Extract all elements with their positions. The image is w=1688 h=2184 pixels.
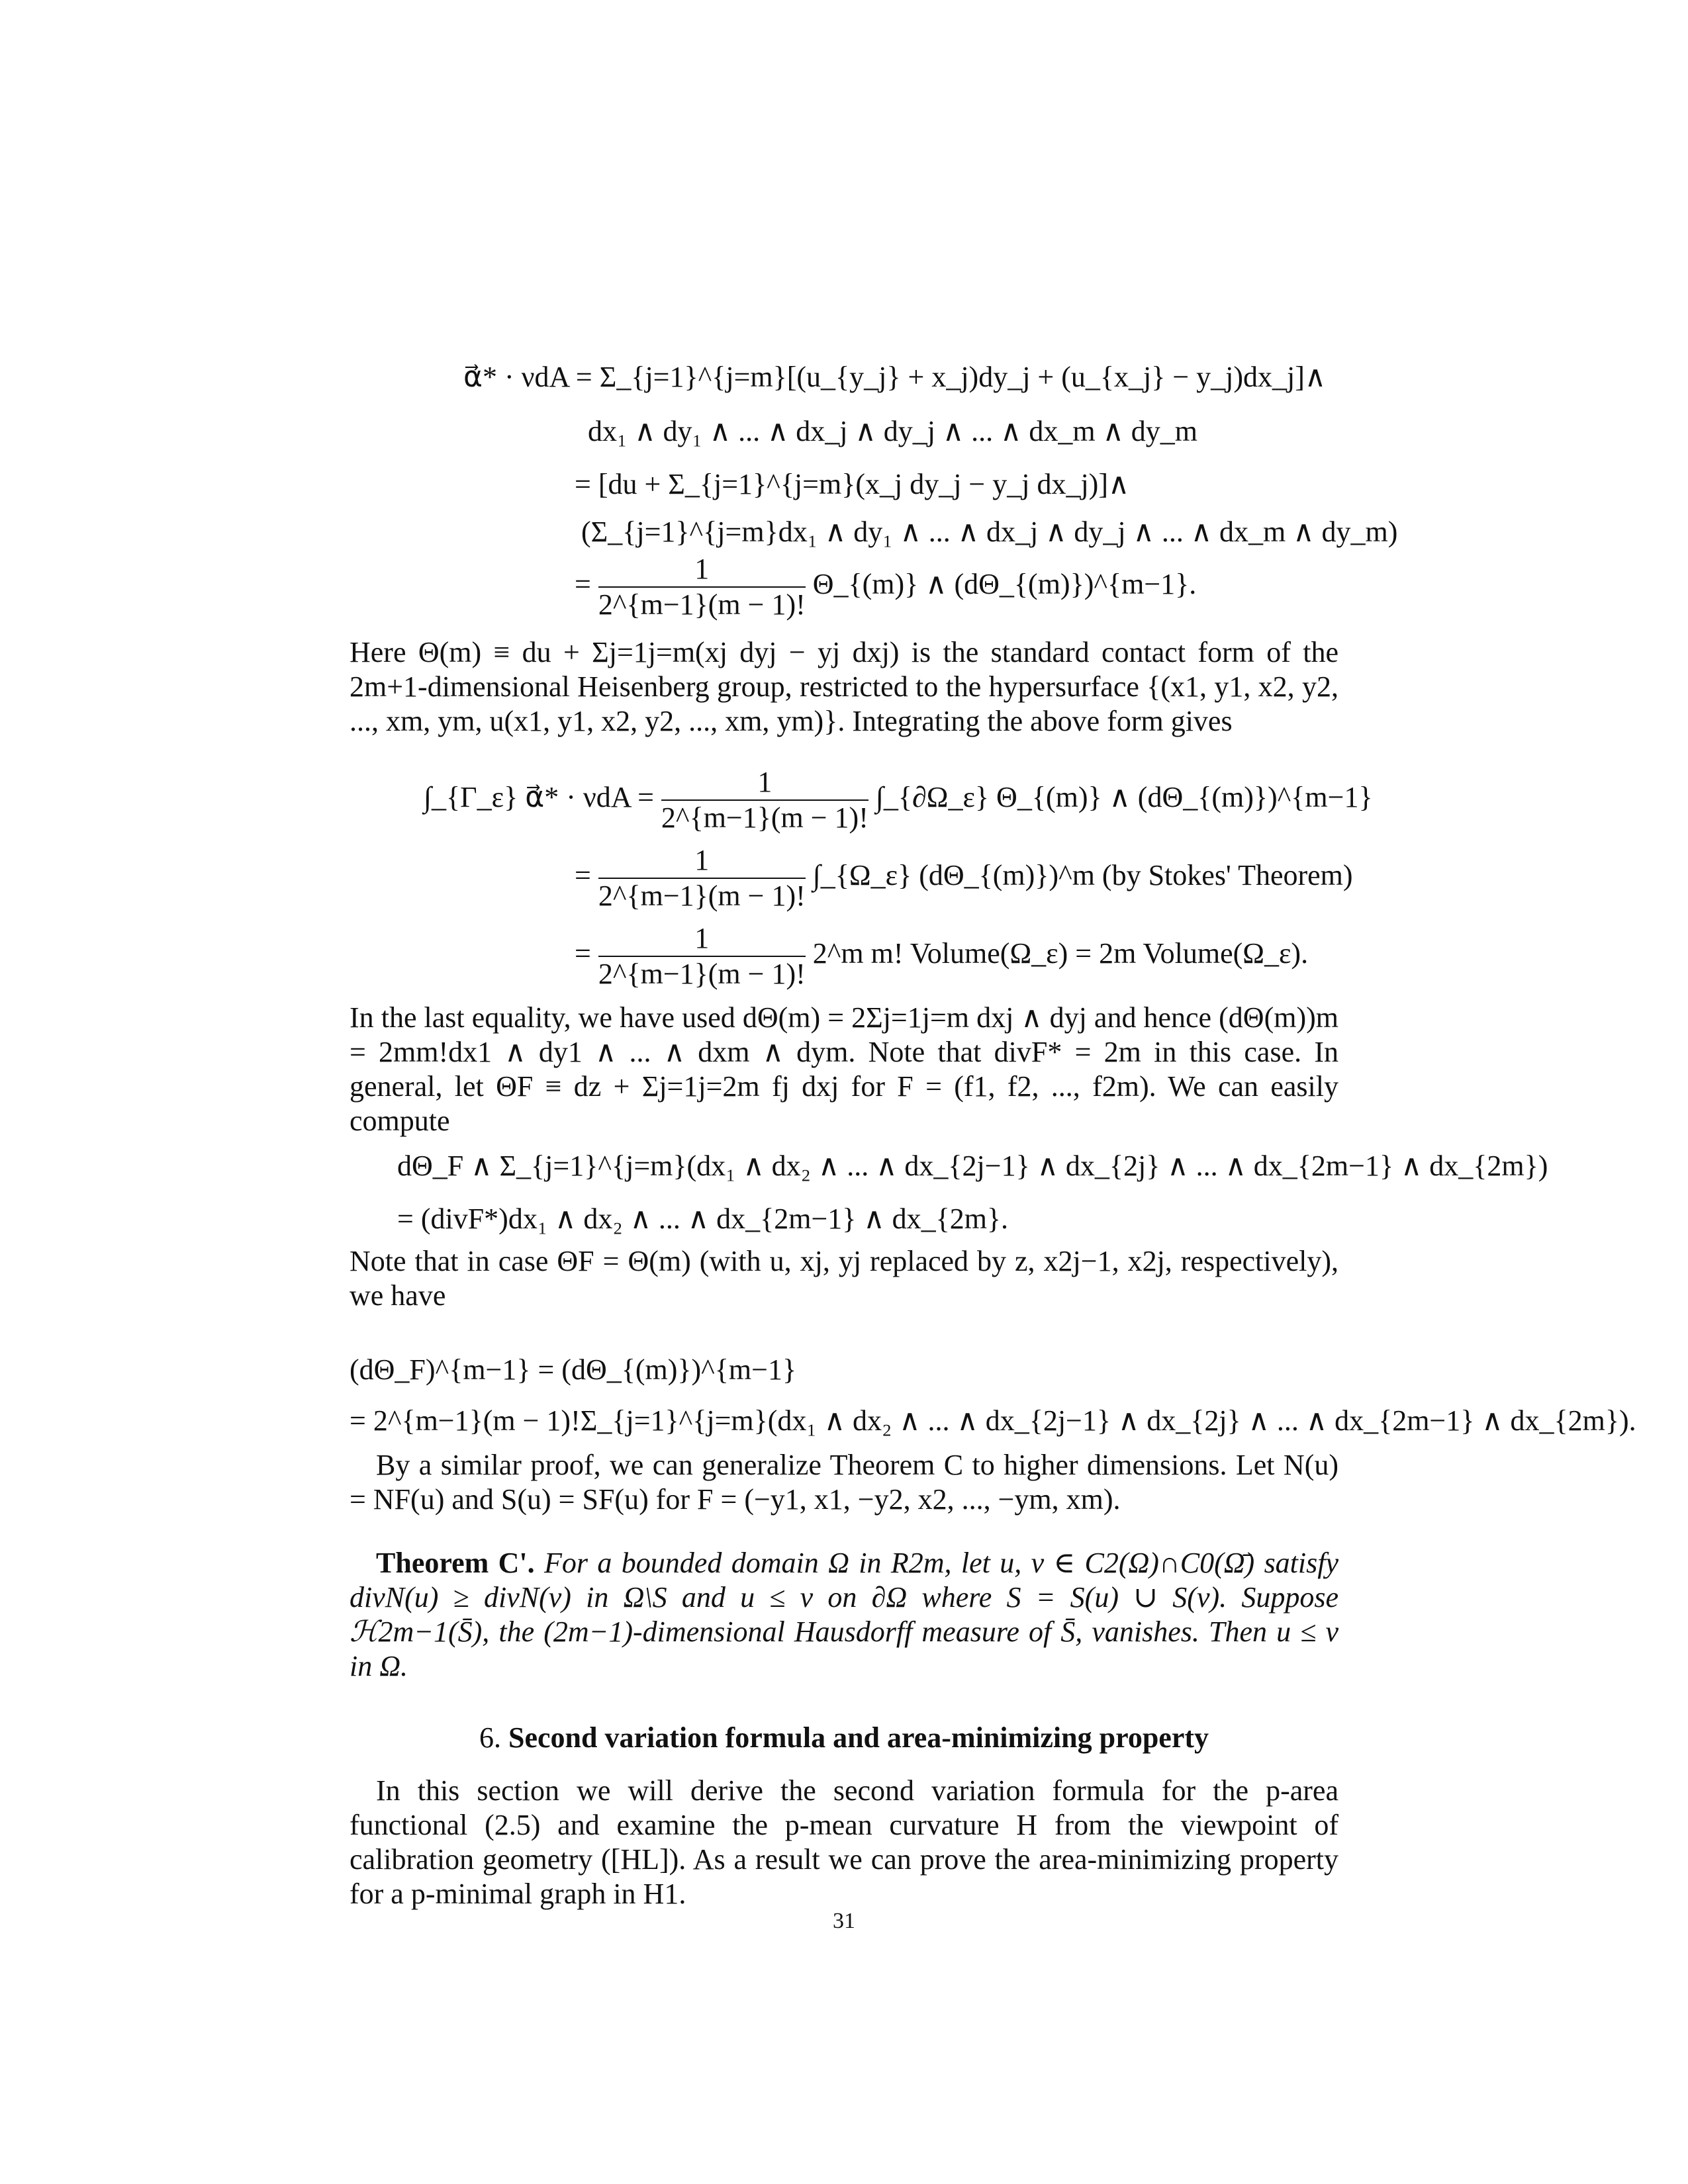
eq2-line2: = $\frac{1}{2\^{}\{m-1\}(m - 1)!}$ ∫_{Ω_ε} (dΘ_{(m)})^m (by Stokes' Theorem) [575,844,1353,912]
eq4-line2: = 2^{m−1}(m − 1)!Σ_{j=1}^{j=m}(dx₁ ∧ dx₂ ∧ ... ∧ dx_{2j−1} ∧ dx_{2j} ∧ ... ∧ dx_{2m−1} ∧ dx_{2m}). [350,1404,1636,1437]
eq1-line4: (Σ_{j=1}^{j=m}dx₁ ∧ dy₁ ∧ ... ∧ dx_j ∧ dy_j ∧ ... ∧ dx_m ∧ dy_m) [581,516,1398,548]
eq1-line5: = $\frac{1}{2\^{}\{m-1\}(m - 1)!}$ Θ_{(m)} ∧ (dΘ_{(m)})^{m−1}. [575,553,1197,621]
paragraph-section-intro: In this section we will derive the second variation formula for the p-area functional (2.5) and examine the p-mean curvature H from the viewpoint of calibration geometry ([HL]). As a result we can prove the area-minimizing property for a p-minimal graph in H1. [350,1774,1338,1910]
page-number: 31 [833,1909,855,1933]
theorem-body: For a bounded domain Ω in R2m, let u, v ∈ C2(Ω)∩C0(Ω̄) satisfy divN(u) ≥ divN(v) in Ω\S and u ≤ v on ∂Ω where S = S(u) ∪ S(v). Suppose ℋ2m−1(S̄), the (2m−1)-dimensional Hausdorff measure of S̄, vanishes. Then u ≤ v in Ω. [350,1547,1339,1682]
eq2-line3: = $\frac{1}{2\^{}\{m-1\}(m - 1)!}$ 2^m m! Volume(Ω_ε) = 2m Volume(Ω_ε). [575,922,1309,990]
eq3-line2: = (divF*)dx₁ ∧ dx₂ ∧ ... ∧ dx_{2m−1} ∧ dx_{2m}. [397,1203,1009,1235]
eq2-line1: ∫_{Γ_ε} α⃗* · νdA = $\frac{1}{2\^{}\{m-1\}(m - 1)!}$ ∫_{∂Ω_ε} Θ_{(m)} ∧ (dΘ_{(m)})^{m−1} [424,766,1373,834]
section-heading [0,1721,1688,1754]
eq3-line1: dΘ_F ∧ Σ_{j=1}^{j=m}(dx₁ ∧ dx₂ ∧ ... ∧ dx_{2j−1} ∧ dx_{2j} ∧ ... ∧ dx_{2m−1} ∧ dx_{2m}) [397,1150,1548,1182]
eq2-fraction-3: $\frac{1}{2\^{}\{m-1\}(m - 1)!}$ [598,922,806,990]
eq1-fraction: $\frac{1}{2\^{}\{m-1\}(m - 1)!}$ [598,553,806,621]
eq4-line1: (dΘ_F)^{m−1} = (dΘ_{(m)})^{m−1} [350,1353,797,1386]
paragraph-note-case: Note that in case ΘF = Θ(m) (with u, xj, yj replaced by z, x2j−1, x2j, respectively), we have [350,1245,1338,1312]
theorem-c-prime [350,1546,1338,1684]
eq1-line3: = [du + Σ_{j=1}^{j=m}(x_j dy_j − y_j dx_j)]∧ [575,468,1130,500]
eq1-line1: α⃗* · νdA = Σ_{j=1}^{j=m}[(u_{y_j} + x_j)dy_j + (u_{x_j} − y_j)dx_j]∧ [463,361,1327,393]
paragraph-contact-form: Here Θ(m) ≡ du + Σj=1j=m(xj dyj − yj dxj) is the standard contact form of the 2m+1-dimensional Heisenberg group, restricted to the hypersurface {(x1, y1, x2, y2, ..., xm, ym, u(x1, y1, x2, y2, ..., xm, ym)}. Integrating the above form gives [350,636,1338,737]
paragraph-similar-proof: By a similar proof, we can generalize Theorem C to higher dimensions. Let N(u) = NF(u) and S(u) = SF(u) for F = (−y1, x1, −y2, x2, ..., −ym, xm). [350,1449,1338,1516]
section-number: 6. [479,1721,501,1754]
eq1-line2: dx₁ ∧ dy₁ ∧ ... ∧ dx_j ∧ dy_j ∧ ... ∧ dx_m ∧ dy_m [588,415,1198,447]
theorem-label: Theorem C'. [376,1547,535,1579]
paragraph-last-equality: In the last equality, we have used dΘ(m) = 2Σj=1j=m dxj ∧ dyj and hence (dΘ(m))m = 2mm!dx1 ∧ dy1 ∧ ... ∧ dxm ∧ dym. Note that divF* = 2m in this case. In general, let ΘF ≡ dz + Σj=1j=2m fj dxj for F = (f1, f2, ..., f2m). We can easily compute [350,1001,1338,1137]
section-title: Second variation formula and area-minimizing property [508,1721,1209,1754]
eq2-fraction-1: $\frac{1}{2\^{}\{m-1\}(m - 1)!}$ [661,766,868,834]
eq2-fraction-2: $\frac{1}{2\^{}\{m-1\}(m - 1)!}$ [598,844,806,912]
